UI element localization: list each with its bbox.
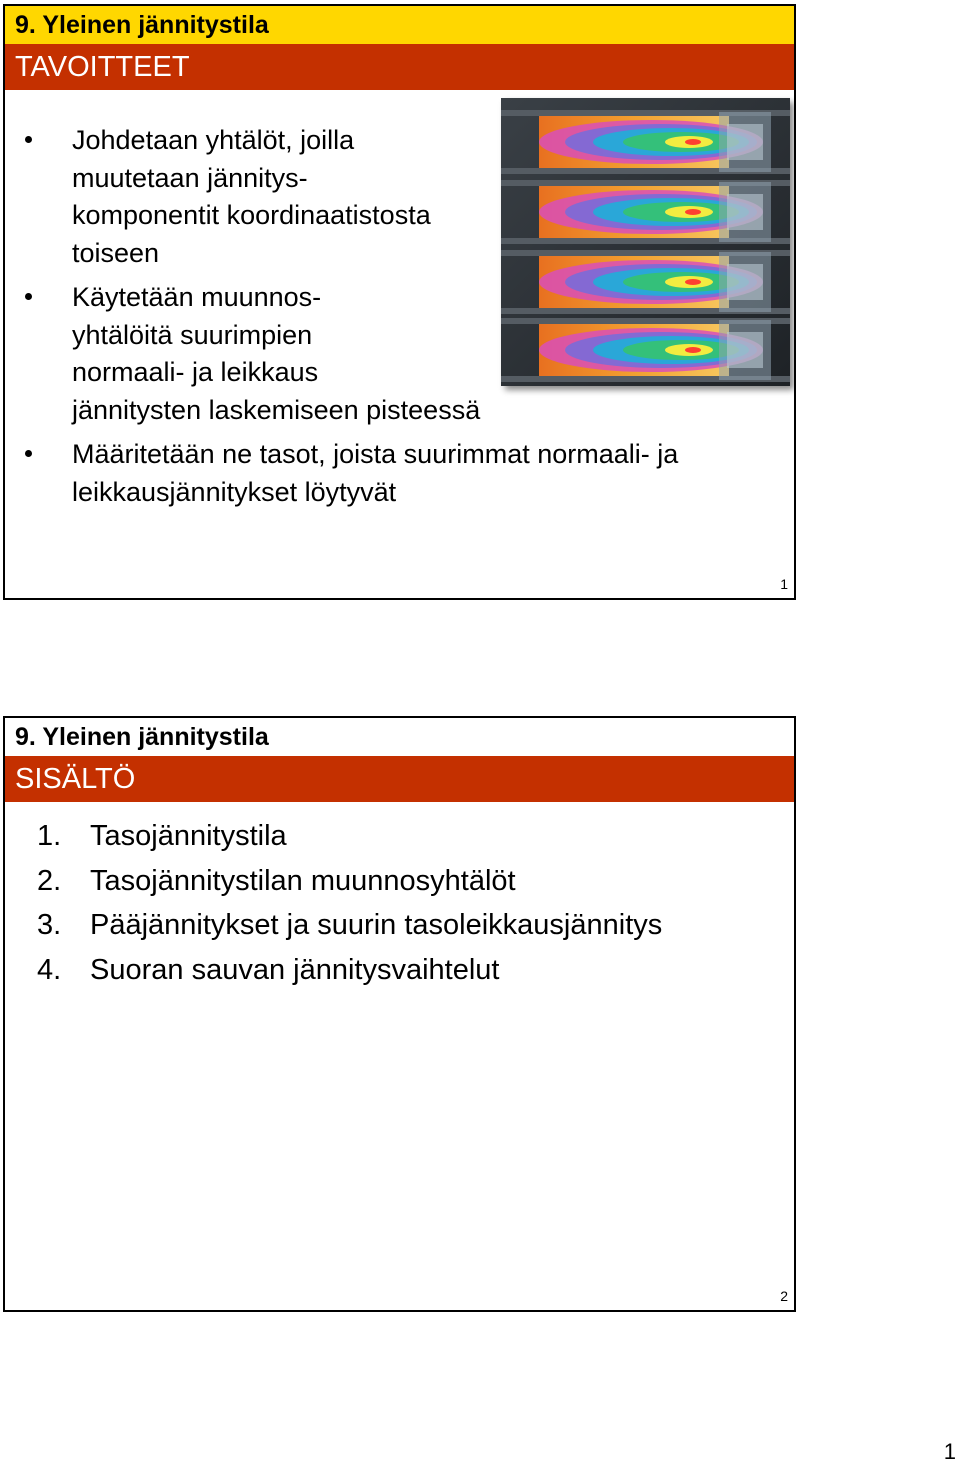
slide-topic: 9. Yleinen jännitystila [5,718,794,756]
slide-2 [3,716,796,1312]
line: yhtälöitä suurimpien [72,319,313,350]
line: normaali- ja leikkaus [72,357,319,387]
line: jännitysten laskemiseen pisteessä [72,394,481,425]
bullet-icon [25,136,32,143]
item-text: Tasojännitystila [90,820,287,852]
item-number: 2. [37,864,62,897]
list-item [37,859,662,904]
slide-heading: SISÄLTÖ [5,756,794,802]
slide-page-number: 2 [780,1288,788,1304]
item-number: 1. [37,820,62,852]
list-item [37,948,662,993]
item-number: 3. [37,909,62,941]
item-number: 4. [37,953,62,986]
item-text: Pääjännitykset ja suurin tasoleikkausjännitys [90,909,663,941]
list-item [37,903,662,948]
list-item [37,814,662,859]
line: toiseen [72,237,160,268]
item-text: Suoran sauvan jännitysvaihtelut [90,953,500,986]
list-item [25,279,542,429]
line: Määritetään ne tasot, joista suurimmat normaali- ja [72,439,679,469]
bullet-icon [25,293,32,300]
slide-1 [3,4,796,600]
line: Käytetään muunnos- [72,282,322,312]
slide-page-number: 1 [780,576,788,592]
line: komponentit koordinaatistosta [72,200,431,230]
document-page-number: 1 [943,1439,956,1464]
line: muutetaan jännitys- [72,162,308,193]
bullet-icon [25,450,32,457]
contents-list [37,814,662,992]
list-item [25,436,792,511]
objectives-list [25,122,792,518]
item-text: Tasojännitystilan muunnosyhtälöt [90,864,516,897]
line: Johdetaan yhtälöt, joilla [72,125,355,155]
line: leikkausjännitykset löytyvät [72,476,397,507]
slide-topic: 9. Yleinen jännitystila [5,6,794,44]
slide-heading: TAVOITTEET [5,44,794,90]
list-item [25,122,542,272]
